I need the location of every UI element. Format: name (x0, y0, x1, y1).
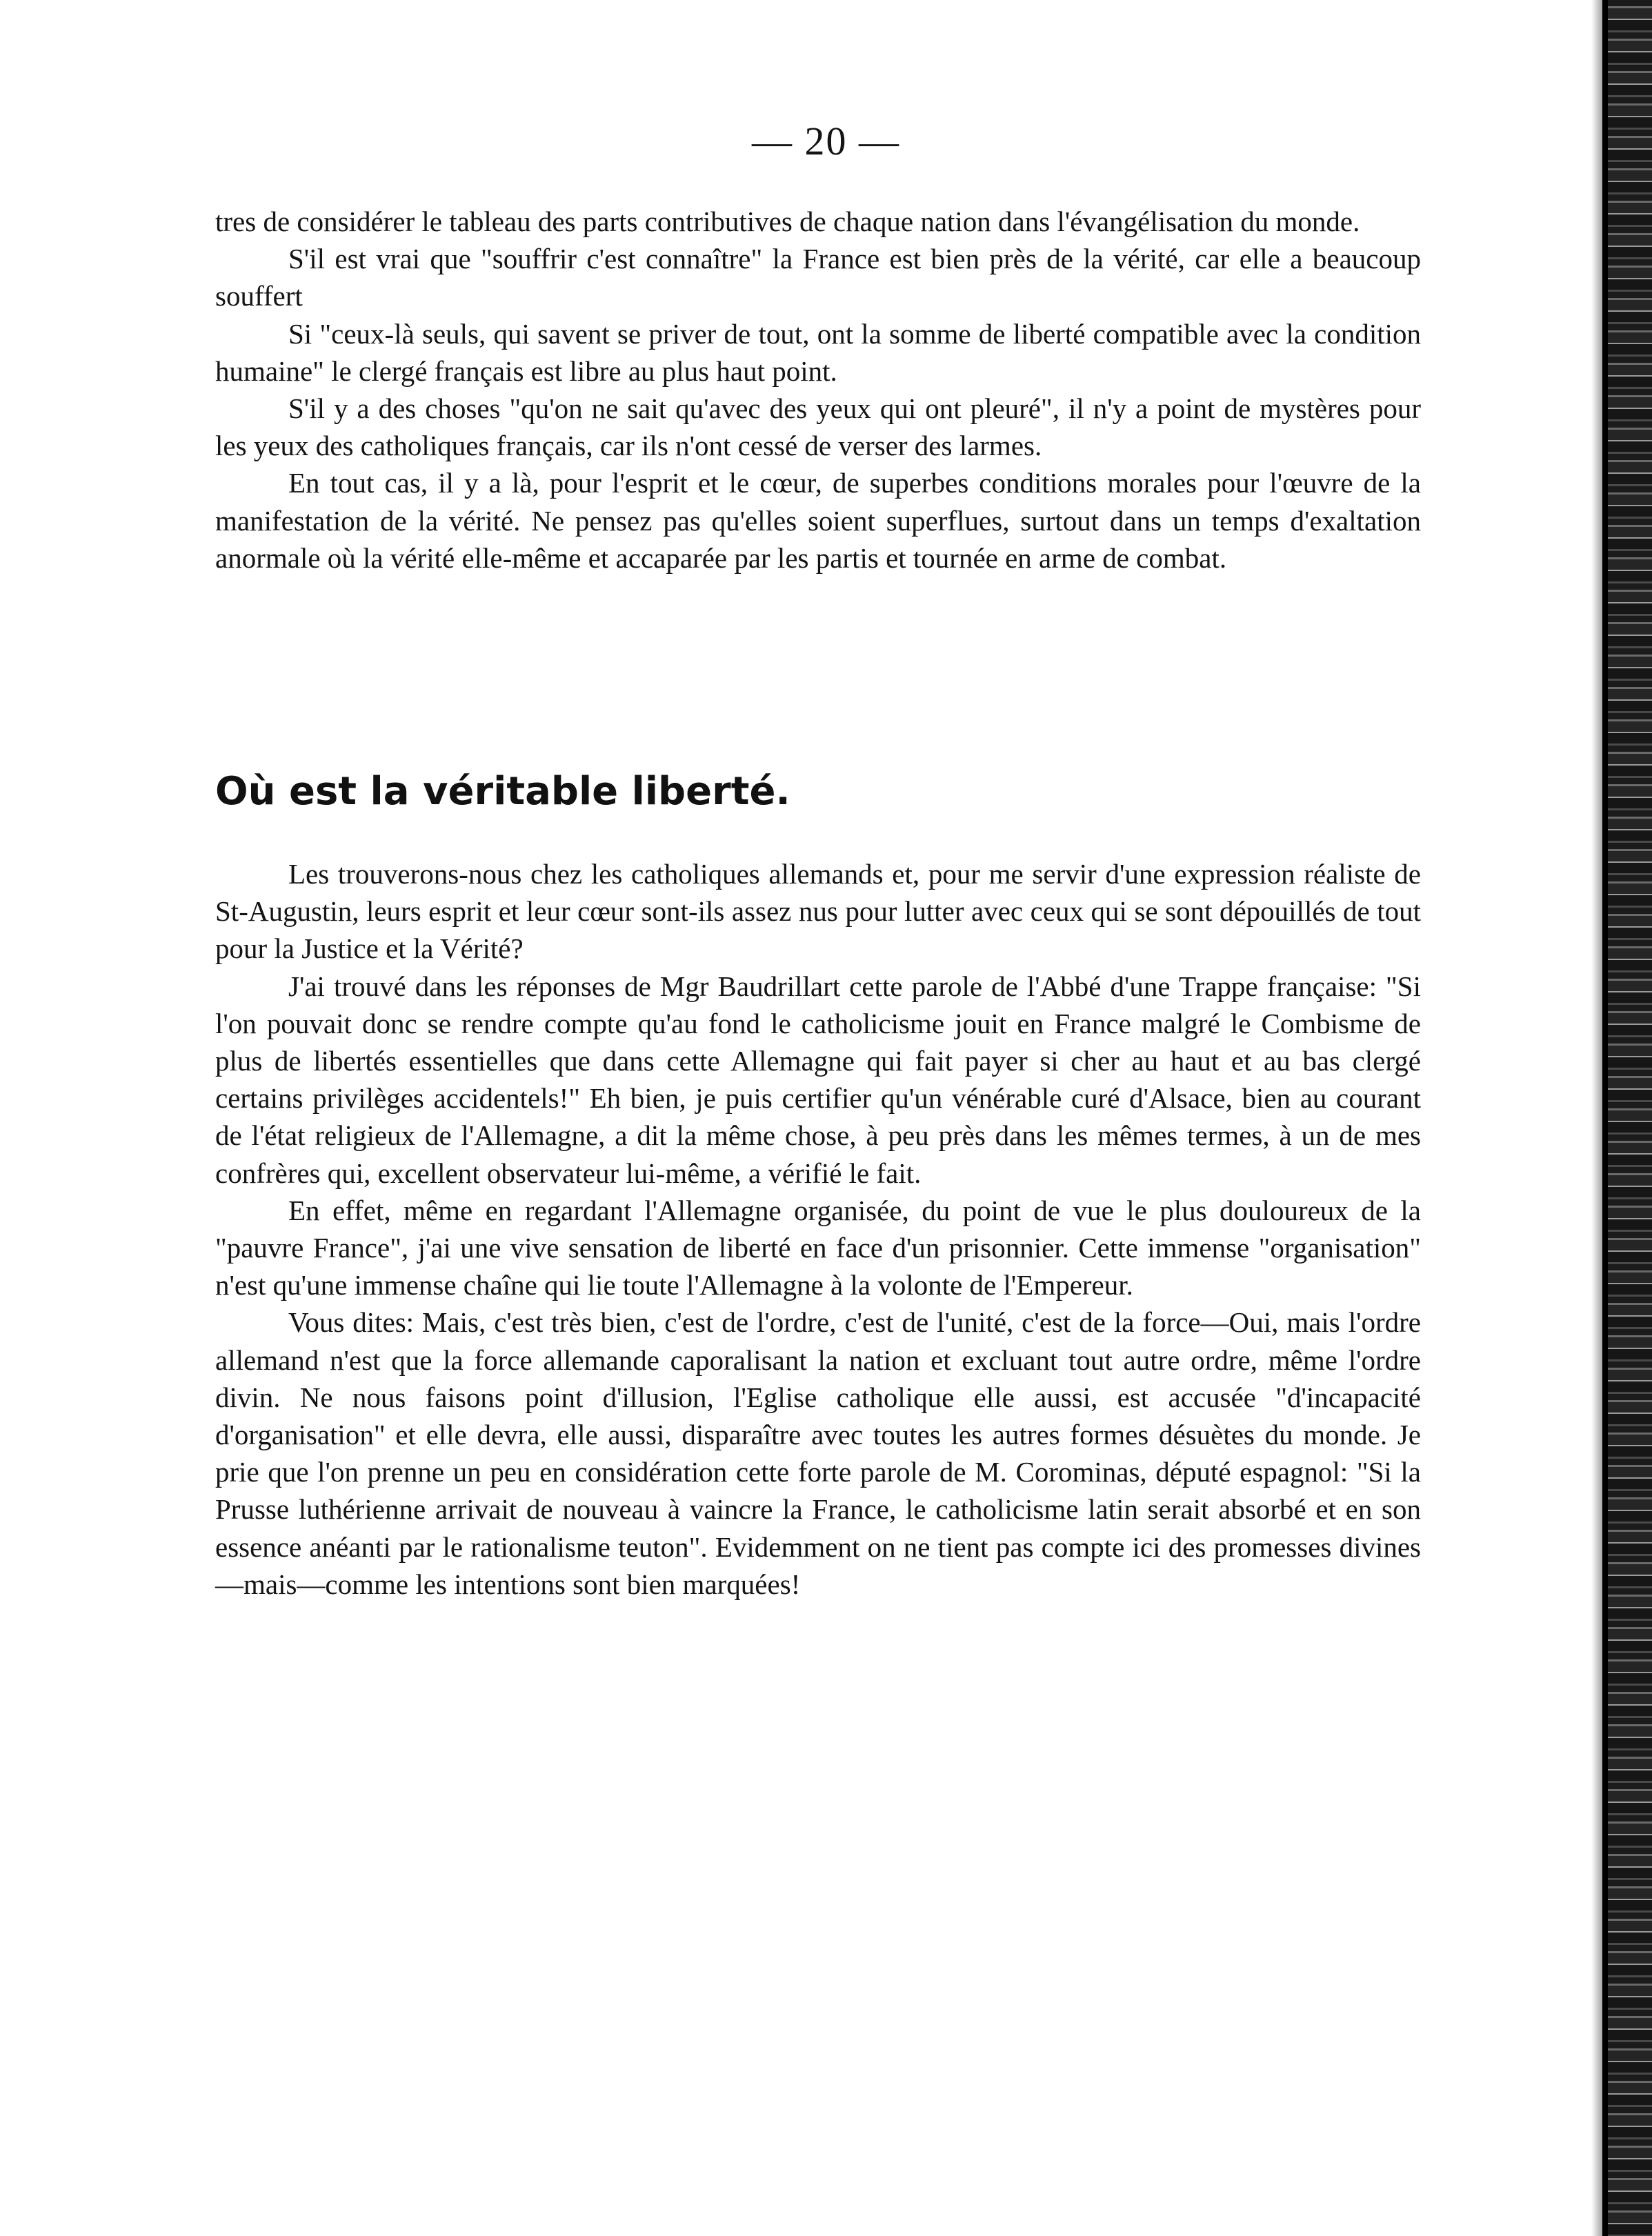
paragraph: En effet, même en regardant l'Allemagne organisée, du point de vue le plus douloureux de la "pauvre France", j'ai une vive sensation de liberté en face d'un prisonnier. Cette immense "organisation" n'est qu'une immense chaîne qui lie toute l'Allemagne à la volonte de l'Empereur. (215, 1194, 1421, 1301)
paragraph: S'il est vrai que "souffrir c'est connaître" la France est bien près de la vérité, car elle a beaucoup souffert (215, 243, 1421, 312)
body-text-bottom (215, 855, 1421, 1603)
paragraph: S'il y a des choses "qu'on ne sait qu'avec des yeux qui ont pleuré", il n'y a point de mystères pour les yeux des catholiques français, car ils n'ont cessé de verser des larmes. (215, 392, 1421, 462)
paragraph: En tout cas, il y a là, pour l'esprit et le cœur, de superbes conditions morales pour l'œuvre de la manifestation de la vérité. Ne pensez pas qu'elles soient superflues, surtout dans un temps d'exaltation anormale où la vérité elle-même et accaparée par les partis et tournée en arme de combat. (215, 467, 1421, 574)
paragraph: J'ai trouvé dans les réponses de Mgr Baudrillart cette parole de l'Abbé d'une Trappe française: "Si l'on pouvait donc se rendre compte qu'au fond le catholicisme jouit en France malgré le Combisme de plus de libertés essentielles que dans cette Allemagne qui fait payer si cher au haut et au bas clergé certains privilèges accidentels!" Eh bien, je puis certifier qu'un vénérable curé d'Alsace, bien au courant de l'état religieux de l'Allemagne, a dit la même chose, à peu près dans les mêmes termes, à un de mes confrères qui, excellent observateur lui-même, a vérifié le fait. (215, 970, 1421, 1189)
scan-binding-edge (1602, 0, 1652, 2236)
paragraph: Les trouverons-nous chez les catholiques allemands et, pour me servir d'une expression réaliste de St-Augustin, leurs esprit et leur cœur sont-ils assez nus pour lutter avec ceux qui se sont dépouillés de tout pour la Justice et la Vérité? (215, 858, 1421, 965)
page-number: — 20 — (752, 119, 900, 163)
section-heading: Où est la véritable liberté. (215, 769, 790, 814)
paragraph: Si "ceux-là seuls, qui savent se priver de tout, ont la somme de liberté compatible avec la condition humaine" le clergé français est libre au plus haut point. (215, 317, 1421, 387)
paragraph: Vous dites: Mais, c'est très bien, c'est de l'ordre, c'est de l'unité, c'est de la force—Oui, mais l'ordre allemand n'est que la force allemande caporalisant la nation et excluant tout autre ordre, même l'ordre divin. Ne nous faisons point d'illusion, l'Eglise catholique elle aussi, est accusée "d'incapacité d'organisation" et elle devra, elle aussi, disparaître avec toutes les autres formes désuètes du monde. Je prie que l'on prenne un peu en considération cette forte parole de M. Corominas, député espagnol: "Si la Prusse luthérienne arrivait de nouveau à vaincre la France, le catholicisme latin serait absorbé et en son essence anéanti par le rationalisme teuton". Evidemment on ne tient pas compte ici des promesses divines—mais—comme les intentions sont bien marquées! (215, 1306, 1421, 1600)
body-text-top (215, 203, 1421, 577)
paragraph-continuation: tres de considérer le tableau des parts contributives de chaque nation dans l'évangélisation du monde. (215, 206, 1360, 237)
